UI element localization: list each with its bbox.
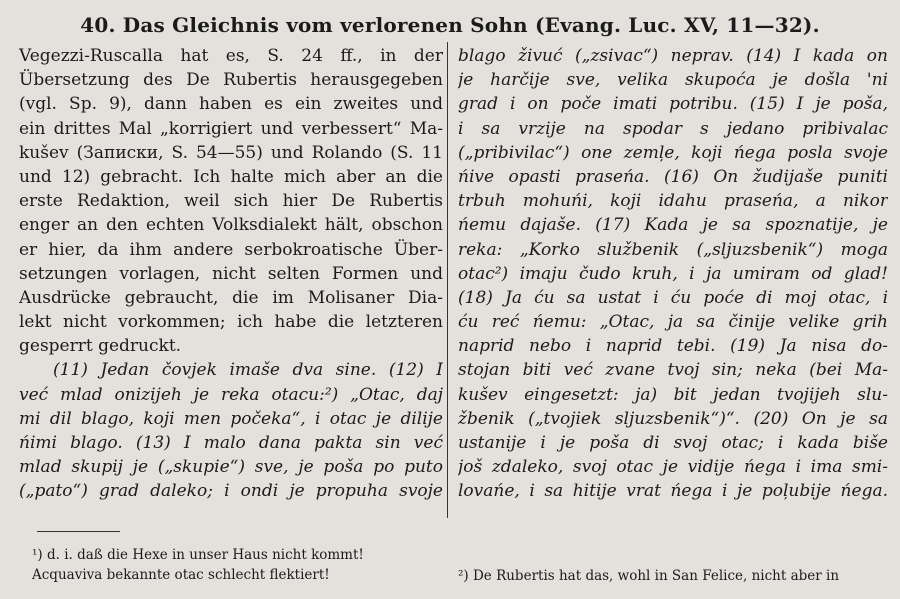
text-line: još zdaleko, svoj otac je vidije ńega i ima smi- — [458, 457, 888, 478]
text-line: već mlad onizijeh je reka otacu:²) „Otac, daj — [19, 384, 443, 405]
text-line: lovańe, i sa hitije vrat ńega i je poļubije ńega. — [458, 481, 888, 502]
text-line: erste Redaktion, weil sich hier De Rubertis — [19, 191, 443, 212]
text-line: Ausdrücke gebraucht, die im Molisaner Dia- — [19, 287, 443, 308]
text-line: naprid nebo i naprid tebi. (19) Ja nisa do- — [458, 336, 888, 357]
text-line: ću reć ńemu: „Otac, ja sa činije velike grih — [458, 312, 888, 333]
text-line: ńemu dajaše. (17) Kada je sa spoznatije, je — [458, 215, 888, 236]
text-line: ńive opasti praseńa. (16) On žudijaše puniti — [458, 166, 888, 187]
text-line: otac²) imaju čudo kruh, i ja umiram od glad! — [458, 263, 888, 284]
text-line: reka: „Korko službenik („sljuzsbenik“) moga — [458, 239, 888, 260]
text-line: je harčije sve, velika skupoća je došla 'ni — [458, 70, 888, 91]
text-line: i sa vrzije na spodar s jedano pribivalac — [458, 118, 888, 139]
footnote-line: Acquaviva bekannte otac schlecht flektiert! — [32, 567, 330, 583]
text-line: ustanije i je poša di svoj otac; i kada biše — [458, 433, 888, 453]
footnote-right: ²) De Rubertis hat das, wohl in San Felice, nicht aber in — [458, 568, 840, 584]
footnote-rule — [37, 531, 120, 532]
text-line: mi dil blago, koji men počeka“, i otac je dilije — [19, 408, 443, 429]
text-line: gesperrt gedruckt. — [19, 336, 182, 357]
text-line: blago živuć („zsivac“) neprav. (14) I kada on — [458, 46, 888, 66]
text-line: grad i on poče imati potribu. (15) I je poša, — [458, 94, 888, 115]
text-line: („pato“) grad daleko; i ondi je propuha svoje — [19, 481, 443, 502]
text-line: lekt nicht vorkommen; ich habe die letzteren — [19, 312, 443, 333]
page-title: 40. Das Gleichnis vom verlorenen Sohn (Evang. Luc. XV, 11—32). — [80, 13, 820, 37]
text-line: trbuh mohuńi, koji idahu praseńa, a nikor — [458, 191, 888, 212]
text-line: enger an den echten Volksdialekt hält, obschon — [19, 215, 443, 236]
text-line: („pribivilac“) one zemļe, koji ńega posla svoje — [458, 142, 888, 163]
text-line: kušev eingesetzt: ja) bit jedan tvojijeh slu- — [458, 384, 888, 405]
text-line: (11) Jedan čovjek imaše dva sine. (12) I — [53, 360, 443, 381]
footnote-line: ¹) d. i. daß die Hexe in unser Haus nicht kommt! — [32, 547, 364, 563]
footnote-left — [32, 545, 432, 585]
text-line: kušev (Записки, S. 54—55) und Rolando (S. 11 — [19, 142, 443, 163]
text-line: Übersetzung des De Rubertis herausgegeben — [19, 70, 443, 91]
text-line: (vgl. Sp. 9), dann haben es ein zweites und — [19, 94, 443, 115]
text-line: mlad skupij je („skupie“) sve, je poša po puto — [19, 457, 443, 478]
text-line: stojan biti već zvane tvoj sin; neka (bei Ma- — [458, 360, 888, 381]
text-line: (18) Ja ću sa ustat i ću poće di moj otac, i — [458, 287, 888, 308]
text-line: ein drittes Mal „korrigiert und verbessert“ Ma- — [19, 118, 443, 139]
column-divider — [447, 42, 448, 518]
text-line: žbenik („tvojiek sljuzsbenik“)“. (20) On je sa — [458, 408, 888, 429]
text-line: er hier, da ihm andere serbokroatische Über- — [19, 239, 443, 260]
right-column — [458, 44, 888, 504]
left-column — [19, 44, 443, 504]
text-line: und 12) gebracht. Ich halte mich aber an die — [19, 166, 443, 187]
text-line: setzungen vorlagen, nicht selten Formen und — [19, 263, 443, 284]
text-line: ńimi blago. (13) I malo dana pakta sin već — [19, 433, 443, 453]
text-line: Vegezzi-Ruscalla hat es, S. 24 ff., in der — [19, 46, 443, 66]
